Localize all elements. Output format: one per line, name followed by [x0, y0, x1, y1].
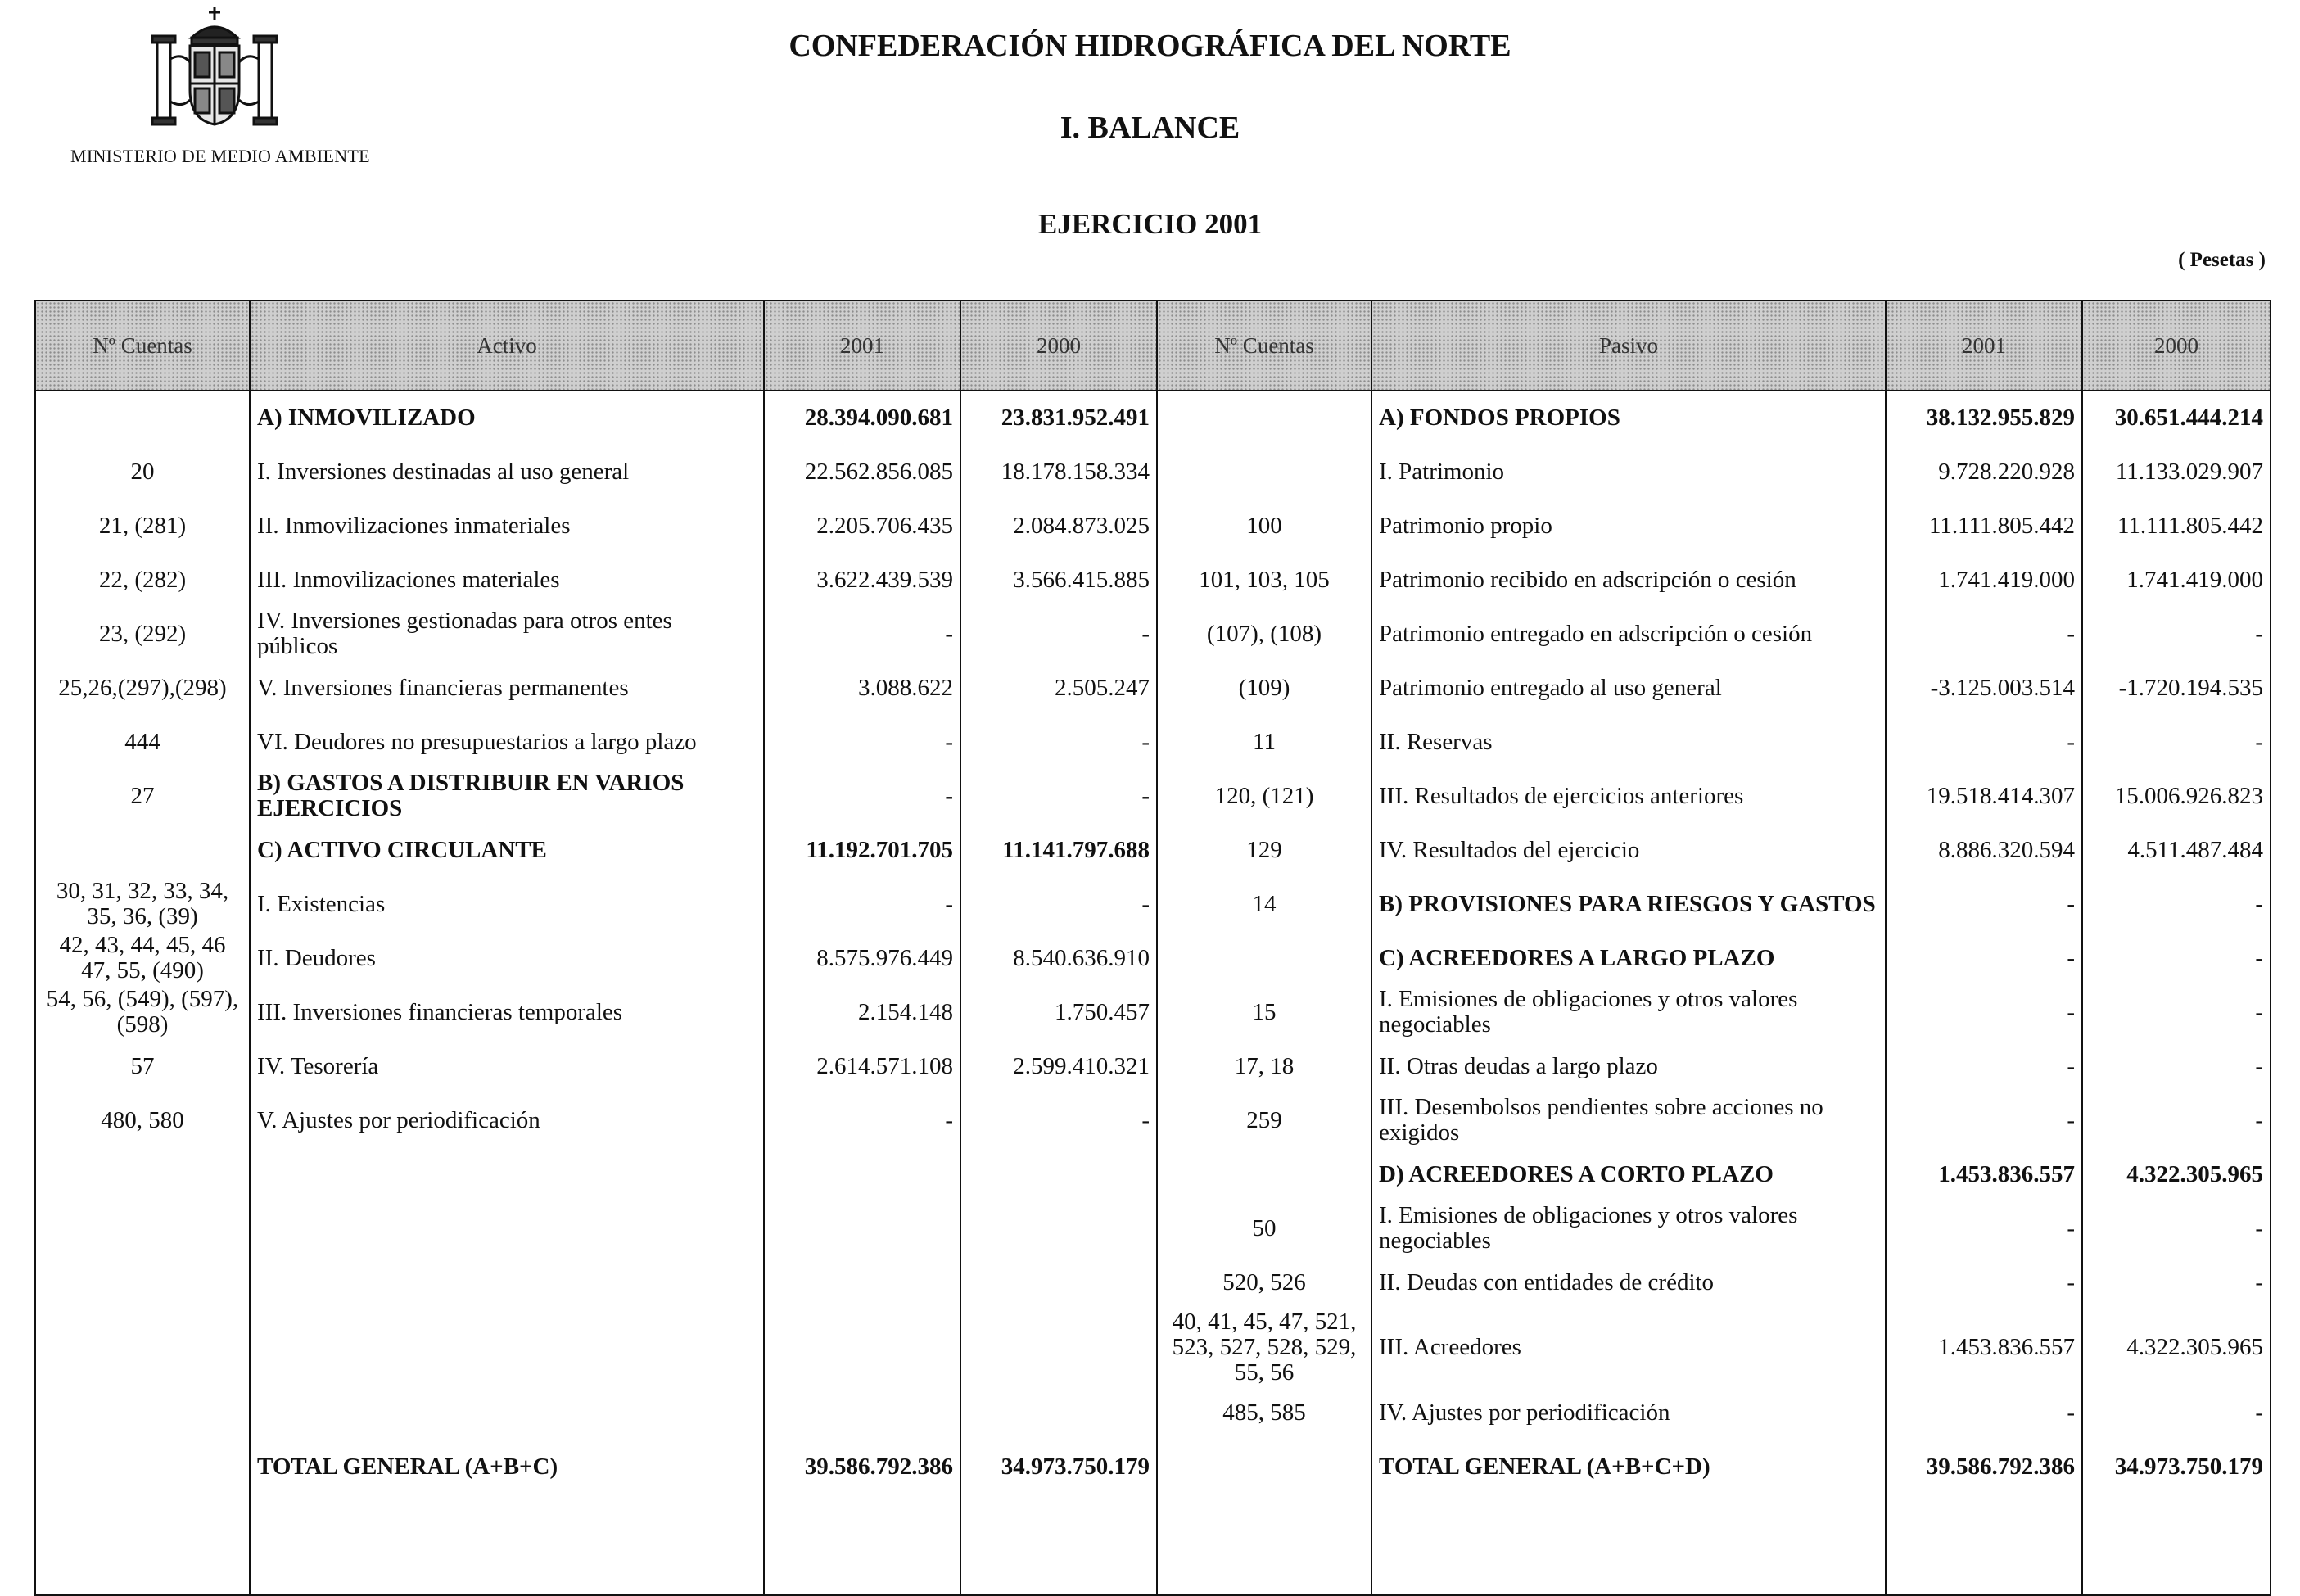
account-left — [35, 1309, 250, 1386]
account-right — [1157, 931, 1371, 985]
account-left: 444 — [35, 715, 250, 769]
pasivo-2000: 11.133.029.907 — [2082, 445, 2271, 499]
activo-label: B) GASTOS A DISTRIBUIR EN VARIOS EJERCICIOS — [250, 769, 764, 823]
pasivo-label: III. Desembolsos pendientes sobre acciones no exigidos — [1371, 1093, 1886, 1147]
activo-label: II. Deudores — [250, 931, 764, 985]
activo-label: C) ACTIVO CIRCULANTE — [250, 823, 764, 877]
activo-label: V. Ajustes por periodificación — [250, 1093, 764, 1147]
pasivo-label: C) ACREEDORES A LARGO PLAZO — [1371, 931, 1886, 985]
account-left — [35, 1255, 250, 1309]
account-right: 14 — [1157, 877, 1371, 931]
pasivo-2000: 4.511.487.484 — [2082, 823, 2271, 877]
activo-2000 — [960, 1201, 1157, 1255]
activo-label: III. Inversiones financieras temporales — [250, 985, 764, 1039]
account-left: 20 — [35, 445, 250, 499]
activo-2001 — [764, 1309, 960, 1386]
account-left: 27 — [35, 769, 250, 823]
activo-label: I. Existencias — [250, 877, 764, 931]
table-header-row — [35, 301, 2271, 391]
pasivo-label: II. Deudas con entidades de crédito — [1371, 1255, 1886, 1309]
table-row — [35, 1039, 2271, 1093]
pasivo-2000: 4.322.305.965 — [2082, 1147, 2271, 1201]
empty-cell — [1886, 1494, 2082, 1595]
activo-2000: 2.599.410.321 — [960, 1039, 1157, 1093]
total-label-left: TOTAL GENERAL (A+B+C) — [250, 1440, 764, 1494]
table-row — [35, 1386, 2271, 1440]
pasivo-2001: - — [1886, 1093, 2082, 1147]
activo-2000 — [960, 1147, 1157, 1201]
activo-label — [250, 1386, 764, 1440]
table-row — [35, 391, 2271, 445]
activo-2001: - — [764, 607, 960, 661]
activo-label: A) INMOVILIZADO — [250, 391, 764, 445]
activo-2000: 3.566.415.885 — [960, 553, 1157, 607]
pasivo-2001: - — [1886, 1201, 2082, 1255]
pasivo-2001: -3.125.003.514 — [1886, 661, 2082, 715]
account-left: 25,26,(297),(298) — [35, 661, 250, 715]
pasivo-2001: - — [1886, 607, 2082, 661]
activo-2001: 22.562.856.085 — [764, 445, 960, 499]
pasivo-2001: - — [1886, 931, 2082, 985]
activo-2000: - — [960, 769, 1157, 823]
account-left: 30, 31, 32, 33, 34, 35, 36, (39) — [35, 877, 250, 931]
col-accounts-right: Nº Cuentas — [1157, 301, 1371, 391]
table-row — [35, 607, 2271, 661]
pasivo-2001: - — [1886, 985, 2082, 1039]
empty-cell — [960, 1494, 1157, 1595]
section-title: I. BALANCE — [1060, 111, 1240, 145]
pasivo-label: I. Emisiones de obligaciones y otros valores negociables — [1371, 1201, 1886, 1255]
activo-2000: 2.505.247 — [960, 661, 1157, 715]
activo-label: IV. Tesorería — [250, 1039, 764, 1093]
account-left — [35, 1386, 250, 1440]
activo-2001: 8.575.976.449 — [764, 931, 960, 985]
table-row — [35, 1093, 2271, 1147]
table-row — [35, 985, 2271, 1039]
pasivo-label: II. Otras deudas a largo plazo — [1371, 1039, 1886, 1093]
account-right: (109) — [1157, 661, 1371, 715]
activo-2001: 2.614.571.108 — [764, 1039, 960, 1093]
empty-cell — [764, 1494, 960, 1595]
total-right-2000: 34.973.750.179 — [2082, 1440, 2271, 1494]
account-left — [35, 1201, 250, 1255]
activo-2001: - — [764, 1093, 960, 1147]
account-left: 21, (281) — [35, 499, 250, 553]
table-row — [35, 823, 2271, 877]
pasivo-2000: 11.111.805.442 — [2082, 499, 2271, 553]
account-left: 480, 580 — [35, 1093, 250, 1147]
pasivo-2001: - — [1886, 1039, 2082, 1093]
pasivo-2000: - — [2082, 877, 2271, 931]
col-2000-right: 2000 — [2082, 301, 2271, 391]
pasivo-label: IV. Resultados del ejercicio — [1371, 823, 1886, 877]
col-pasivo: Pasivo — [1371, 301, 1886, 391]
activo-label: IV. Inversiones gestionadas para otros entes públicos — [250, 607, 764, 661]
activo-label: II. Inmovilizaciones inmateriales — [250, 499, 764, 553]
account-right — [1157, 445, 1371, 499]
col-2001-right: 2001 — [1886, 301, 2082, 391]
table-bottom-spacer — [35, 1494, 2271, 1595]
account-left: 54, 56, (549), (597), (598) — [35, 985, 250, 1039]
pasivo-2000: -1.720.194.535 — [2082, 661, 2271, 715]
activo-2000: 18.178.158.334 — [960, 445, 1157, 499]
total-right-2001: 39.586.792.386 — [1886, 1440, 2082, 1494]
activo-2000: 11.141.797.688 — [960, 823, 1157, 877]
account-right: 17, 18 — [1157, 1039, 1371, 1093]
total-left-2001: 39.586.792.386 — [764, 1440, 960, 1494]
empty-cell — [2082, 1494, 2271, 1595]
pasivo-2000: - — [2082, 985, 2271, 1039]
pasivo-label: IV. Ajustes por periodificación — [1371, 1386, 1886, 1440]
balance-table — [34, 300, 2271, 1596]
activo-label — [250, 1255, 764, 1309]
account-left: 57 — [35, 1039, 250, 1093]
account-right: 101, 103, 105 — [1157, 553, 1371, 607]
activo-2000: 1.750.457 — [960, 985, 1157, 1039]
activo-2001: 28.394.090.681 — [764, 391, 960, 445]
account-right: 120, (121) — [1157, 769, 1371, 823]
table-row — [35, 445, 2271, 499]
table-row — [35, 769, 2271, 823]
pasivo-label: I. Emisiones de obligaciones y otros valores negociables — [1371, 985, 1886, 1039]
pasivo-2000: - — [2082, 931, 2271, 985]
activo-label: III. Inmovilizaciones materiales — [250, 553, 764, 607]
empty-cell — [250, 1494, 764, 1595]
activo-2000: - — [960, 607, 1157, 661]
account-left: 22, (282) — [35, 553, 250, 607]
pasivo-2000: 1.741.419.000 — [2082, 553, 2271, 607]
total-account-right — [1157, 1440, 1371, 1494]
account-right: 520, 526 — [1157, 1255, 1371, 1309]
pasivo-2000: - — [2082, 607, 2271, 661]
account-right: 259 — [1157, 1093, 1371, 1147]
pasivo-label: I. Patrimonio — [1371, 445, 1886, 499]
activo-2001: - — [764, 877, 960, 931]
account-left — [35, 391, 250, 445]
col-activo: Activo — [250, 301, 764, 391]
table-row — [35, 1201, 2271, 1255]
activo-2001: 11.192.701.705 — [764, 823, 960, 877]
table-row — [35, 553, 2271, 607]
activo-2001 — [764, 1147, 960, 1201]
activo-2001: 3.088.622 — [764, 661, 960, 715]
pasivo-label: Patrimonio recibido en adscripción o cesión — [1371, 553, 1886, 607]
account-right: 485, 585 — [1157, 1386, 1371, 1440]
activo-label — [250, 1147, 764, 1201]
pasivo-label: Patrimonio propio — [1371, 499, 1886, 553]
col-accounts-left: Nº Cuentas — [35, 301, 250, 391]
activo-2000 — [960, 1255, 1157, 1309]
pasivo-2001: - — [1886, 715, 2082, 769]
total-left-2000: 34.973.750.179 — [960, 1440, 1157, 1494]
activo-2001: - — [764, 715, 960, 769]
pasivo-2000: - — [2082, 1039, 2271, 1093]
account-right: 15 — [1157, 985, 1371, 1039]
account-right: 11 — [1157, 715, 1371, 769]
table-row — [35, 499, 2271, 553]
pasivo-2001: 1.453.836.557 — [1886, 1147, 2082, 1201]
activo-2001 — [764, 1255, 960, 1309]
activo-label: VI. Deudores no presupuestarios a largo plazo — [250, 715, 764, 769]
pasivo-2000: 30.651.444.214 — [2082, 391, 2271, 445]
totals-row — [35, 1440, 2271, 1494]
activo-2000: 8.540.636.910 — [960, 931, 1157, 985]
pasivo-2000: - — [2082, 715, 2271, 769]
pasivo-label: A) FONDOS PROPIOS — [1371, 391, 1886, 445]
empty-cell — [1157, 1494, 1371, 1595]
activo-2001: 2.154.148 — [764, 985, 960, 1039]
account-left: 23, (292) — [35, 607, 250, 661]
currency-note: ( Pesetas ) — [2178, 249, 2266, 271]
pasivo-2001: - — [1886, 1386, 2082, 1440]
pasivo-label: III. Acreedores — [1371, 1309, 1886, 1386]
pasivo-2001: 38.132.955.829 — [1886, 391, 2082, 445]
total-account-left — [35, 1440, 250, 1494]
account-left — [35, 1147, 250, 1201]
pasivo-2000: 15.006.926.823 — [2082, 769, 2271, 823]
activo-2001: - — [764, 769, 960, 823]
activo-label — [250, 1201, 764, 1255]
account-right — [1157, 1147, 1371, 1201]
pasivo-2000: - — [2082, 1201, 2271, 1255]
table-row — [35, 1309, 2271, 1386]
activo-2001 — [764, 1201, 960, 1255]
pasivo-label: B) PROVISIONES PARA RIESGOS Y GASTOS — [1371, 877, 1886, 931]
pasivo-2000: - — [2082, 1386, 2271, 1440]
pasivo-label: II. Reservas — [1371, 715, 1886, 769]
pasivo-2001: 1.453.836.557 — [1886, 1309, 2082, 1386]
pasivo-2000: 4.322.305.965 — [2082, 1309, 2271, 1386]
pasivo-2000: - — [2082, 1093, 2271, 1147]
pasivo-2000: - — [2082, 1255, 2271, 1309]
table-row — [35, 715, 2271, 769]
table-row — [35, 931, 2271, 985]
activo-2001: 3.622.439.539 — [764, 553, 960, 607]
activo-2000: - — [960, 715, 1157, 769]
activo-2000 — [960, 1386, 1157, 1440]
account-right: 40, 41, 45, 47, 521, 523, 527, 528, 529, 55, 56 — [1157, 1309, 1371, 1386]
table-row — [35, 877, 2271, 931]
empty-cell — [35, 1494, 250, 1595]
account-left — [35, 823, 250, 877]
organization-title: CONFEDERACIÓN HIDROGRÁFICA DEL NORTE — [789, 29, 1511, 63]
total-label-right: TOTAL GENERAL (A+B+C+D) — [1371, 1440, 1886, 1494]
pasivo-label: Patrimonio entregado en adscripción o cesión — [1371, 607, 1886, 661]
account-left: 42, 43, 44, 45, 46 47, 55, (490) — [35, 931, 250, 985]
pasivo-2001: 8.886.320.594 — [1886, 823, 2082, 877]
pasivo-label: D) ACREEDORES A CORTO PLAZO — [1371, 1147, 1886, 1201]
empty-cell — [1371, 1494, 1886, 1595]
table-row — [35, 661, 2271, 715]
activo-2000 — [960, 1309, 1157, 1386]
pasivo-label: III. Resultados de ejercicios anteriores — [1371, 769, 1886, 823]
pasivo-2001: 9.728.220.928 — [1886, 445, 2082, 499]
pasivo-label: Patrimonio entregado al uso general — [1371, 661, 1886, 715]
fiscal-year-title: EJERCICIO 2001 — [1037, 208, 1263, 240]
activo-2000: - — [960, 877, 1157, 931]
activo-2001: 2.205.706.435 — [764, 499, 960, 553]
account-right: (107), (108) — [1157, 607, 1371, 661]
col-2000-left: 2000 — [960, 301, 1157, 391]
pasivo-2001: - — [1886, 877, 2082, 931]
account-right: 129 — [1157, 823, 1371, 877]
table-row — [35, 1255, 2271, 1309]
balance-sheet — [34, 300, 2270, 1561]
activo-label: V. Inversiones financieras permanentes — [250, 661, 764, 715]
activo-2000: - — [960, 1093, 1157, 1147]
account-right: 100 — [1157, 499, 1371, 553]
pasivo-2001: 19.518.414.307 — [1886, 769, 2082, 823]
activo-2001 — [764, 1386, 960, 1440]
table-row — [35, 1147, 2271, 1201]
pasivo-2001: - — [1886, 1255, 2082, 1309]
account-right — [1157, 391, 1371, 445]
activo-2000: 23.831.952.491 — [960, 391, 1157, 445]
activo-2000: 2.084.873.025 — [960, 499, 1157, 553]
ministry-label: MINISTERIO DE MEDIO AMBIENTE — [70, 146, 370, 166]
pasivo-2001: 11.111.805.442 — [1886, 499, 2082, 553]
account-right: 50 — [1157, 1201, 1371, 1255]
pasivo-2001: 1.741.419.000 — [1886, 553, 2082, 607]
col-2001-left: 2001 — [764, 301, 960, 391]
activo-label: I. Inversiones destinadas al uso general — [250, 445, 764, 499]
activo-label — [250, 1309, 764, 1386]
